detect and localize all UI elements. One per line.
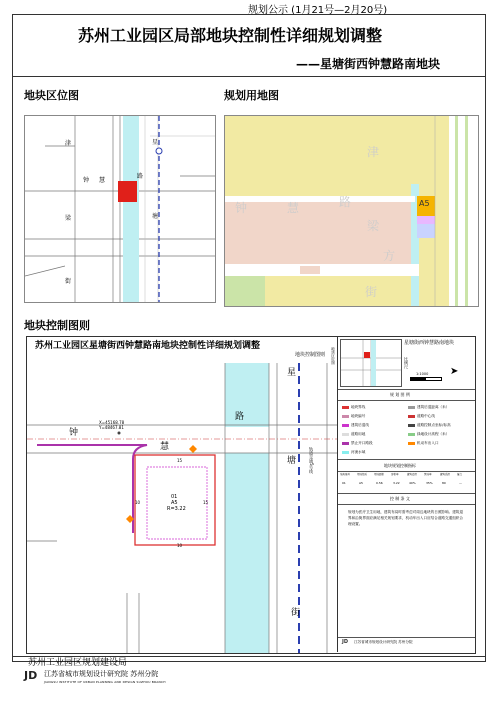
td-5: 35% xyxy=(426,481,433,485)
control-table xyxy=(340,474,473,490)
th-6: 建筑高度 xyxy=(440,473,451,476)
land-label-zhong: 钟 xyxy=(235,201,248,215)
setback-left: 10 xyxy=(135,500,141,505)
control-map xyxy=(26,336,476,654)
notes-text: 规划为医疗卫生用地，建筑布局时需考虑对周边地块的日照影响。建筑退界和沿街界面应满足相关规划要求，机动车出入口应结合道路交通组织合理设置。 xyxy=(348,510,463,526)
td-4: 40% xyxy=(409,481,416,485)
land-label-lu: 路 xyxy=(339,195,352,209)
inset-title: 星塘街西钟慧路南地块 xyxy=(404,340,455,346)
land-label-hui: 慧 xyxy=(287,201,300,215)
parcel-id-label: 01 xyxy=(171,494,178,500)
th-4: 建筑密度 xyxy=(407,473,418,476)
ctrl-label-tang: 塘 xyxy=(287,456,297,466)
parcel-marker xyxy=(118,181,137,202)
th-3: 容积率 xyxy=(391,473,399,476)
legend-item-1: 建筑后退距离（米） xyxy=(408,405,449,410)
section-control-map: 地块控制图则 xyxy=(24,319,90,332)
loc-label-tang: 塘 xyxy=(152,213,159,220)
loc-label-xing: 星 xyxy=(152,139,159,146)
footer-bureau: 苏州工业园区规划建设局 xyxy=(28,658,128,668)
td-7: — xyxy=(459,481,462,485)
loc-label-zhong: 钟 xyxy=(83,177,90,184)
parcel-code-label: A5 xyxy=(419,199,430,208)
legend-logo-icon: JD xyxy=(342,639,349,645)
table-title: 地块规划控制指标 xyxy=(384,463,416,468)
th-2: 用地面积 xyxy=(374,473,385,476)
header-divider xyxy=(12,76,486,77)
ctrl-label-lu: 路 xyxy=(235,412,245,422)
page-title: 苏州工业园区局部地块控制性详细规划调整 xyxy=(78,26,383,45)
th-1: 用地性质 xyxy=(357,473,368,476)
legend-item-0: 地块界线 xyxy=(342,405,365,410)
ctrl-label-zhong: 钟 xyxy=(69,428,79,438)
control-title: 苏州工业园区星塘街西钟慧路南地块控制性详细规划调整 xyxy=(35,341,261,351)
parcel-use-label: A5 xyxy=(171,500,178,506)
legend-item-7: 绿地设计高程（米） xyxy=(408,432,449,437)
loc-label-lu: 路 xyxy=(137,173,144,180)
th-5: 绿地率 xyxy=(424,473,432,476)
td-3: 3.22 xyxy=(393,481,400,485)
legend-section-title: 规 划 图 例 xyxy=(390,392,410,397)
legend-item-5: 道路控制点坐标/标高 xyxy=(408,423,451,428)
coord-x: X=45168.78 xyxy=(99,420,125,425)
td-6: 80 xyxy=(442,481,446,485)
td-1: A5 xyxy=(359,481,363,485)
loc-label-hui: 慧 xyxy=(99,177,106,184)
section-location-map: 地块区位图 xyxy=(24,89,79,102)
notes-title: 控 制 条 文 xyxy=(390,496,410,501)
td-2: 0.56 xyxy=(376,481,383,485)
footer-divider xyxy=(12,656,486,657)
north-arrow-icon: ➤ xyxy=(450,366,459,377)
page-subtitle: ——星塘街西钟慧路南地块 xyxy=(296,57,441,71)
legend-item-10: 河流水域 xyxy=(342,450,365,455)
setback-right: 15 xyxy=(203,500,209,505)
ctrl-label-xing: 星 xyxy=(287,368,297,378)
footer-institute-en: JIANGSU INSTITUTE OF URBAN PLANNING AND DESIGN SUZHOU BRANCH xyxy=(44,680,166,684)
inset-side-label: 地块区位图 xyxy=(331,347,336,365)
parcel-far-label: R=3.22 xyxy=(167,506,186,512)
loc-label-liang: 梁 xyxy=(65,215,72,222)
inset-map xyxy=(340,339,402,387)
scale-label: 比例尺 xyxy=(404,357,409,369)
ctrl-label-hui: 慧 xyxy=(160,442,170,452)
location-map-svg xyxy=(25,116,215,302)
legend-item-6: 道路用地 xyxy=(342,432,365,437)
ctrl-label-jie: 街 xyxy=(291,608,301,618)
land-label-jin: 津 xyxy=(367,145,380,159)
metro-label: 轨道交通5号线 xyxy=(309,447,314,474)
control-sublabel: 地块控制图则 xyxy=(295,352,326,358)
notice-text: 规划公示 (1月21号—2月20号) xyxy=(248,5,388,16)
legend-footer-org: 江苏省城市规划设计研究院 苏州分院 xyxy=(354,640,413,644)
legend-item-4: 建筑后退线 xyxy=(342,423,369,428)
setback-top: 15 xyxy=(177,458,183,463)
loc-label-jie: 街 xyxy=(65,278,72,285)
scale-value: 1:1000 xyxy=(416,372,429,376)
scale-bar xyxy=(410,377,442,381)
footer-institute-cn: 江苏省城市规划设计研究院 苏州分院 xyxy=(44,670,159,678)
location-map xyxy=(24,115,216,303)
legend-item-8: 禁止开口路段 xyxy=(342,441,373,446)
setback-bottom: 10 xyxy=(177,543,183,548)
legend-item-9: 机动车出入口 xyxy=(408,441,439,446)
legend-panel xyxy=(331,337,475,652)
land-label-jie: 街 xyxy=(365,285,378,299)
land-use-map xyxy=(224,115,479,307)
th-0: 地块编号 xyxy=(340,473,351,476)
legend-item-2: 地块编号 xyxy=(342,414,365,419)
coord-y: Y=48467.81 xyxy=(99,425,124,430)
legend-item-3: 道路中心线 xyxy=(408,414,435,419)
section-land-use-map: 规划用地图 xyxy=(224,89,279,102)
th-7: 备注 xyxy=(457,473,463,476)
land-label-liang: 梁 xyxy=(367,219,380,233)
loc-label-jin: 津 xyxy=(65,140,72,147)
footer-logo-icon: JD xyxy=(24,669,38,682)
td-0: 01 xyxy=(342,481,346,485)
land-label-fang: 方 xyxy=(383,249,396,263)
land-use-map-svg xyxy=(225,116,478,306)
